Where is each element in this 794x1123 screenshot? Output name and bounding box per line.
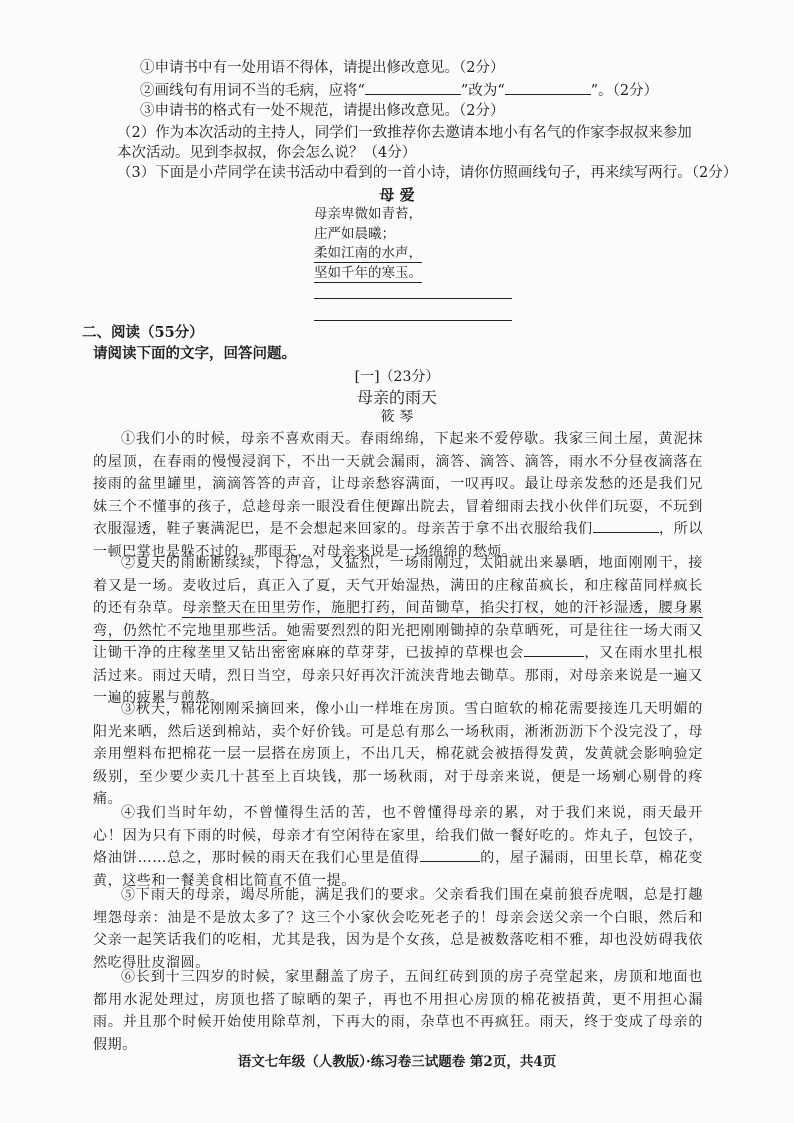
poem-title: 母 爱 (379, 186, 415, 204)
poem-line: 庄严如晨曦； (314, 226, 395, 242)
underlined-sentence: 母亲整天在田里劳作，施肥打药，间苗锄草，掐尖打杈，她的汗衫湿透，腰身累弯，仍然忙不完地里那些活。 (93, 600, 703, 639)
article-author: 筱 琴 (380, 409, 414, 425)
poem-underlined-line: 坚如千年的寒玉。 (314, 265, 422, 281)
page-footer: 语文七年级（人教版）·练习卷三试题卷 第2页，共4页 (237, 1054, 557, 1070)
q3-line1: （3）下面是小芹同学在读书活动中看到的一首小诗，请你仿照画线句子，再来续写两行。（2分） (117, 165, 738, 181)
article-title: 母亲的雨天 (356, 388, 437, 407)
answer-blank[interactable] (593, 518, 659, 533)
article-paragraph-2: ②夏天的雨断断续续，下得急，又猛烈，一场雨刚过，太阳就出来暴晒，地面刚刚干，接着又是一场。麦收过后，真正入了夏，天气开始湿热，满田的庄稼苗疯长，和庄稼苗同样疯长的还有杂草。母亲整天在田里劳作，施肥打药，间苗锄草，掐尖打杈，她的汗衫湿透，腰身累弯，仍然忙不完地里那些活。她需要烈烈的阳光把刚刚锄掉的杂草晒死，可是往往一场大雨又让锄干净的庄稼垄里又钻出密密麻麻的草芽芽，已拔掉的草棵也会 ，又在雨水里扎根活过来。雨过天晴，烈日当空，母亲只好再次汗流浃背地去锄草。那雨，对母亲来说是一遍又一遍的疲累与煎熬。 (93, 555, 703, 706)
article-paragraph-3: ③秋天，棉花刚刚采摘回来，像小山一样堆在房顶。雪白暄软的棉花需要接连几天明媚的阳光来晒，然后送到棉站，卖个好价钱。可是总有那么一场秋雨，淅淅沥沥下个没完没了，母亲用塑料布把棉花一层一层搭在房顶上，不出几天，棉花就会被捂得发黄，发黄就会影响验定级别，至少要少卖几十甚至上百块钱，那一场秋雨，对于母亲来说，便是一场剜心剔骨的疼痛。 (93, 701, 703, 807)
poem-underlined-line: 柔如江南的水声， (314, 245, 422, 261)
q1-sub2: ②画线句有用词不当的毛病，应将“ ”改为“ ”。（2分） (140, 80, 658, 101)
answer-blank[interactable] (420, 847, 480, 862)
section-heading: 二、阅读（55分） (82, 324, 204, 341)
answer-blank[interactable] (365, 80, 461, 95)
article-paragraph-5: ⑤下雨天的母亲，竭尽所能，满足我们的要求。父亲看我们围在桌前狼吞虎咽，总是打趣埋怨母亲：油是不是放太多了？这三个小家伙会吃死老子的！母亲会送父亲一个白眼，然后和父亲一起笑话我们的吃相，尤其是我，因为是个女孩，总是被数落吃相不雅，却也没妨碍我依然吃得肚皮溜圆。 (93, 887, 703, 971)
poem-answer-line[interactable] (314, 320, 512, 321)
article-paragraph-6: ⑥长到十三四岁的时候，家里翻盖了房子，五间红砖到顶的房子亮堂起来，房顶和地面也都用水泥处理过，房顶也搭了晾晒的架子，再也不用担心房顶的棉花被捂黄，更不用担心漏雨。并且那个时候开始使用除草剂，下再大的雨，杂草也不再疯狂。雨天，终于变成了母亲的假期。 (93, 969, 703, 1053)
q1-sub3: ③申请书的格式有一处不规范，请提出修改意见。（2分） (140, 103, 505, 119)
poem-answer-line[interactable] (314, 298, 512, 299)
article-part-label: [一]（23分） (354, 369, 440, 385)
q2-line1: （2）作为本次活动的主持人，同学们一致推荐你去邀请本地小有名气的作家李叔叔来参加 (117, 125, 692, 141)
poem-line: 母亲卑微如青苔， (314, 206, 422, 222)
q2-line2: 本次活动。见到李叔叔，你会怎么说？（4分） (117, 145, 417, 161)
article-paragraph-4: ④我们当时年幼，不曾懂得生活的苦，也不曾懂得母亲的累，对于我们来说，雨天最开心！因为只有下雨的时候，母亲才有空闲待在家里，给我们做一餐好吃的。炸丸子，包饺子，烙油饼……总之，那时候的雨天在我们心里是值得 的，屋子漏雨，田里长草，棉花变黄，这些和一餐美食相比简直不值一提。 (93, 805, 704, 889)
answer-blank[interactable] (524, 642, 584, 657)
answer-blank[interactable] (505, 80, 591, 95)
q1-sub1: ①申请书中有一处用语不得体，请提出修改意见。（2分） (140, 60, 505, 76)
section-instruction: 请阅读下面的文字，回答问题。 (93, 345, 296, 362)
article-paragraph-1: ①我们小的时候，母亲不喜欢雨天。春雨绵绵，下起来不爱停歇。我家三间土屋，黄泥抹的屋顶，在春雨的慢慢浸润下，不出一天就会漏雨，滴答、滴答、滴答，雨水不分昼夜滴落在接雨的盆里罐里，滴滴答答的声音，让母亲愁容满面，一叹再叹。最让母亲发愁的还是我们兄妹三个不懂事的孩子，总趁母亲一眼没看住便蹿出院去，冒着细雨去找小伙伴们玩耍，不玩到衣服湿透，鞋子裹满泥巴，是不会想起来回家的。母亲苦于拿不出衣服给我们 ，所以一顿巴掌也是躲不过的。那雨天，对母亲来说是一场绵绵的愁烦。 (93, 431, 703, 560)
